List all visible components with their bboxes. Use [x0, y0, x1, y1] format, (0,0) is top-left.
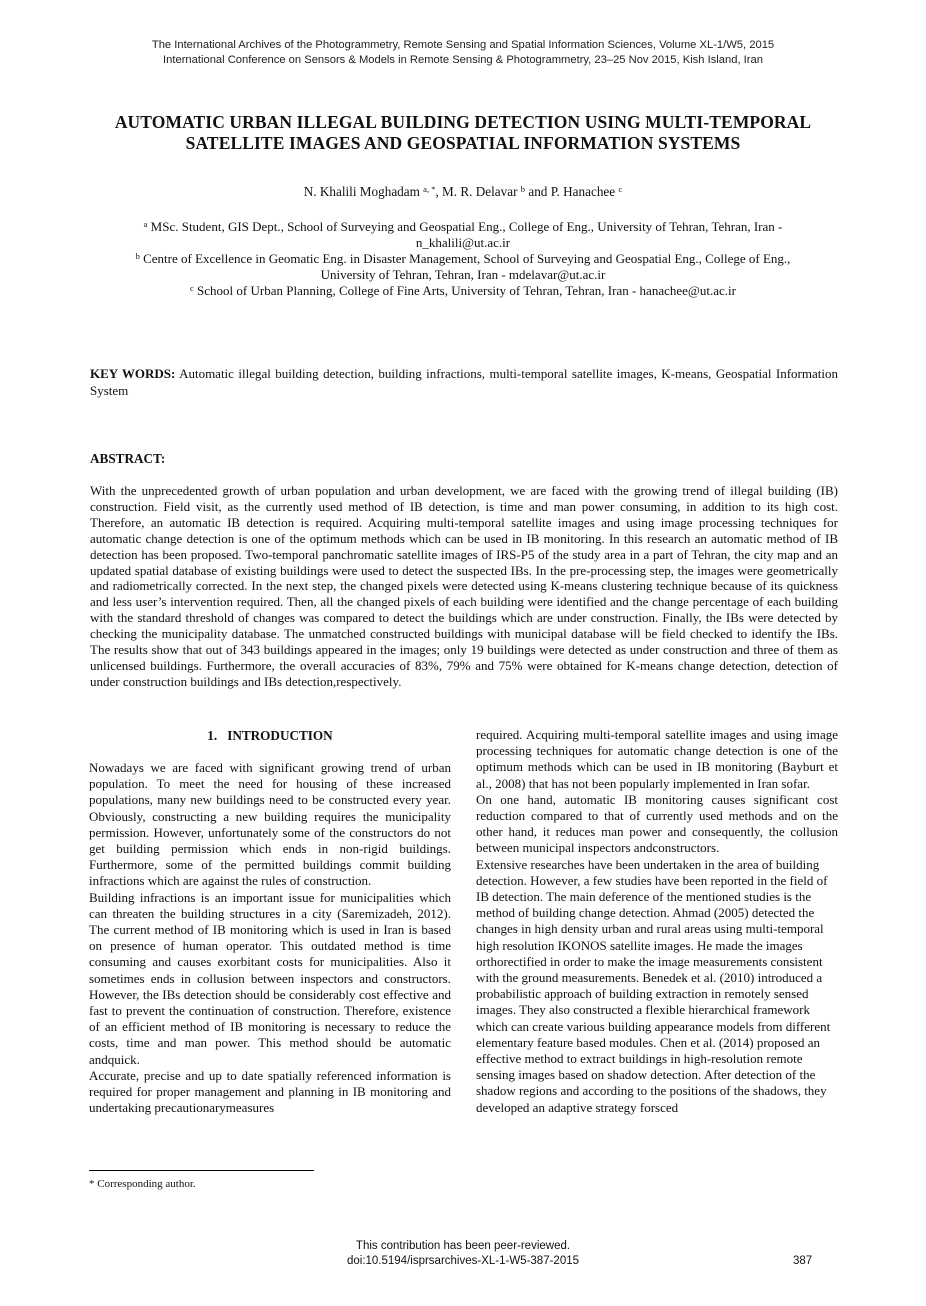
peer-review-note: This contribution has been peer-reviewed.	[355, 1240, 571, 1252]
body-paragraph: Extensive researches have been undertaken in the area of building detection. However, a few studies have been reported in the field of IB detection. The main deference of the mentioned studies is the method of building change detection. Ahmad (2005) detected the changes in high density urban and rural areas using multi-temporal high resolution IKONOS satellite images. He made the images orthorectified in order to make the image measurements consistent with the ground measurements. Benedek et al. (2010) introduced a probabilistic approach of building extraction in remotely sensed images. They also constructed a flexible hierarchical framework which can create various building appearance models from different elementary feature based modules. Chen et al. (2014) proposed an effective method to extract buildings in high-resolution remote sensing images based on shadow detection. After detection of the shadow regions and according to the positions of the shadows, they developed an adaptive strategy forsced	[476, 856, 831, 1115]
author-name: M. R. Delavar	[442, 184, 518, 199]
journal-header-line-2: International Conference on Sensors & Models in Remote Sensing & Photogrammetry, 23–25 Nov 2015, Kish Island, Iran	[163, 54, 763, 66]
body-paragraph: Building infractions is an important issue for municipalities which can threaten the building structures in a city (Saremizadeh, 2012). The current method of IB monitoring which is used in Iran is based on presence of human operator. This outdated method is time consuming and causes exorbitant costs for municipalities. Also it sometimes ends in collusion between inspectors and constructors. However, the IBs detection should be considerably cost effective and fast to prevent the continuation of construction. Therefore, existence of an efficient method of IB monitoring is necessary to reduce the costs, time and man power. This method should be automatic andquick.	[89, 889, 451, 1067]
footnote: * Corresponding author.	[89, 1178, 196, 1190]
page-footer	[0, 1239, 926, 1269]
affiliation-text: University of Tehran, Tehran, Iran - mdelavar@ut.ac.ir	[320, 267, 606, 282]
right-column	[476, 727, 838, 1116]
keywords	[90, 366, 838, 399]
left-column	[89, 727, 451, 1116]
affiliation-text: MSc. Student, GIS Dept., School of Surveying and Geospatial Eng., College of Eng., University of Tehran, Tehran, Iran -	[147, 219, 783, 234]
section-number: 1.	[207, 728, 218, 743]
author-name: P. Hanachee	[550, 184, 616, 199]
keywords-text: Automatic illegal building detection, building infractions, multi-temporal satellite images, K-means, Geospatial Information System	[90, 366, 838, 398]
affiliation-email: n_khalili@ut.ac.ir	[415, 235, 511, 250]
affiliation-list	[90, 219, 836, 299]
body-paragraph: Accurate, precise and up to date spatially referenced information is required for proper management and planning in IB monitoring and undertaking precautionarymeasures	[89, 1067, 451, 1116]
affiliation-a	[90, 219, 836, 251]
journal-header	[0, 38, 926, 68]
author-affiliation-mark: b	[520, 184, 526, 194]
keywords-label: KEY WORDS:	[90, 366, 176, 381]
section-heading-introduction	[89, 727, 451, 744]
body-paragraph: Nowadays we are faced with significant growing trend of urban population. To meet the need for housing of these increased populations, many new buildings need to be constructed every year. Obviously, constructing a new building requires the municipality permission. However, unfortunately some of the constructors do not get building permission which ends in non-rigid buildings. Furthermore, some of the permitted buildings commit building infractions which are against the rules of construction.	[89, 760, 451, 889]
body-paragraph: required. Acquiring multi-temporal satellite images and using image processing techniques for automatic change detection is one of the optimum methods which can be used in IB monitoring (Bayburt et al., 2008) that has not been popularly implemented in Iran sofar.	[476, 727, 838, 791]
affiliation-mark: a	[143, 219, 148, 229]
journal-header-line-1: The International Archives of the Photogrammetry, Remote Sensing and Spatial Information Sciences, Volume XL-1/W5, 2015	[151, 39, 775, 51]
affiliation-mark: b	[135, 251, 140, 261]
author-list	[0, 184, 926, 200]
affiliation-mark: c	[190, 283, 194, 293]
author-affiliation-mark: a, *	[423, 184, 436, 194]
footnote-divider	[89, 1170, 314, 1171]
paper-title-line-1: AUTOMATIC URBAN ILLEGAL BUILDING DETECTION USING MULTI-TEMPORAL	[114, 112, 812, 132]
author-separator: and	[525, 184, 551, 199]
affiliation-c	[90, 283, 836, 299]
author-separator: ,	[435, 184, 443, 199]
paper-title-line-2: SATELLITE IMAGES AND GEOSPATIAL INFORMATION SYSTEMS	[185, 133, 741, 153]
page-number: 387	[793, 1255, 813, 1267]
abstract-heading: ABSTRACT:	[90, 451, 166, 466]
body-paragraph: On one hand, automatic IB monitoring causes significant cost reduction compared to that of currently used methods and on the other hand, it reduces man power and consequently, the collusion between municipal inspectors andconstructors.	[476, 791, 838, 856]
author-name: N. Khalili Moghadam	[303, 184, 420, 199]
affiliation-text: School of Urban Planning, College of Fine Arts, University of Tehran, Tehran, Iran - hanachee@ut.ac.ir	[193, 283, 736, 298]
abstract-body: With the unprecedented growth of urban population and urban development, we are faced with the growing trend of illegal building (IB) construction. Field visit, as the currently used method of IB detection, is time and man power consuming, in addition to its high cost. Therefore, an automatic IB detection is required. Acquiring multi-temporal satellite images and using image processing techniques for automatic change detection is one of the optimum methods which can be used in IB monitoring. In this research an automatic method of IB detection has been proposed. Two-temporal panchromatic satellite images of IRS-P5 of the study area in a part of Tehran, the city map and an updated spatial database of existing buildings were used to detect the suspected IBs. In the pre-processing step, the images were geometrically and radiometrically corrected. In the next step, the changed pixels were detected using K-means clustering technique because of its quickness and less user’s intervention required. Then, all the changed pixels of each building were identified and the change percentage of each building with the standard threshold of changes was compared to detect the buildings which are under construction. Finally, the IBs were detected by checking the municipality database. The unmatched constructed buildings with municipal database will be field checked to identify the IBs. The results show that out of 343 buildings appeared in the images; only 19 buildings were detected as under construction and three of them as unlicensed buildings. Furthermore, the overall accuracies of 83%, 79% and 75% were obtained for K-means change detection, detection of under construction buildings and IBs detection,respectively.	[90, 483, 838, 689]
doi-link[interactable]: doi:10.5194/isprsarchives-XL-1-W5-387-2015	[346, 1255, 580, 1267]
affiliation-text: Centre of Excellence in Geomatic Eng. in Disaster Management, School of Surveying and Geospatial Eng., College of Eng.,	[139, 251, 791, 266]
affiliation-b	[90, 251, 836, 283]
paper-title	[70, 112, 856, 154]
section-title: INTRODUCTION	[227, 728, 333, 743]
author-affiliation-mark: c	[618, 184, 623, 194]
